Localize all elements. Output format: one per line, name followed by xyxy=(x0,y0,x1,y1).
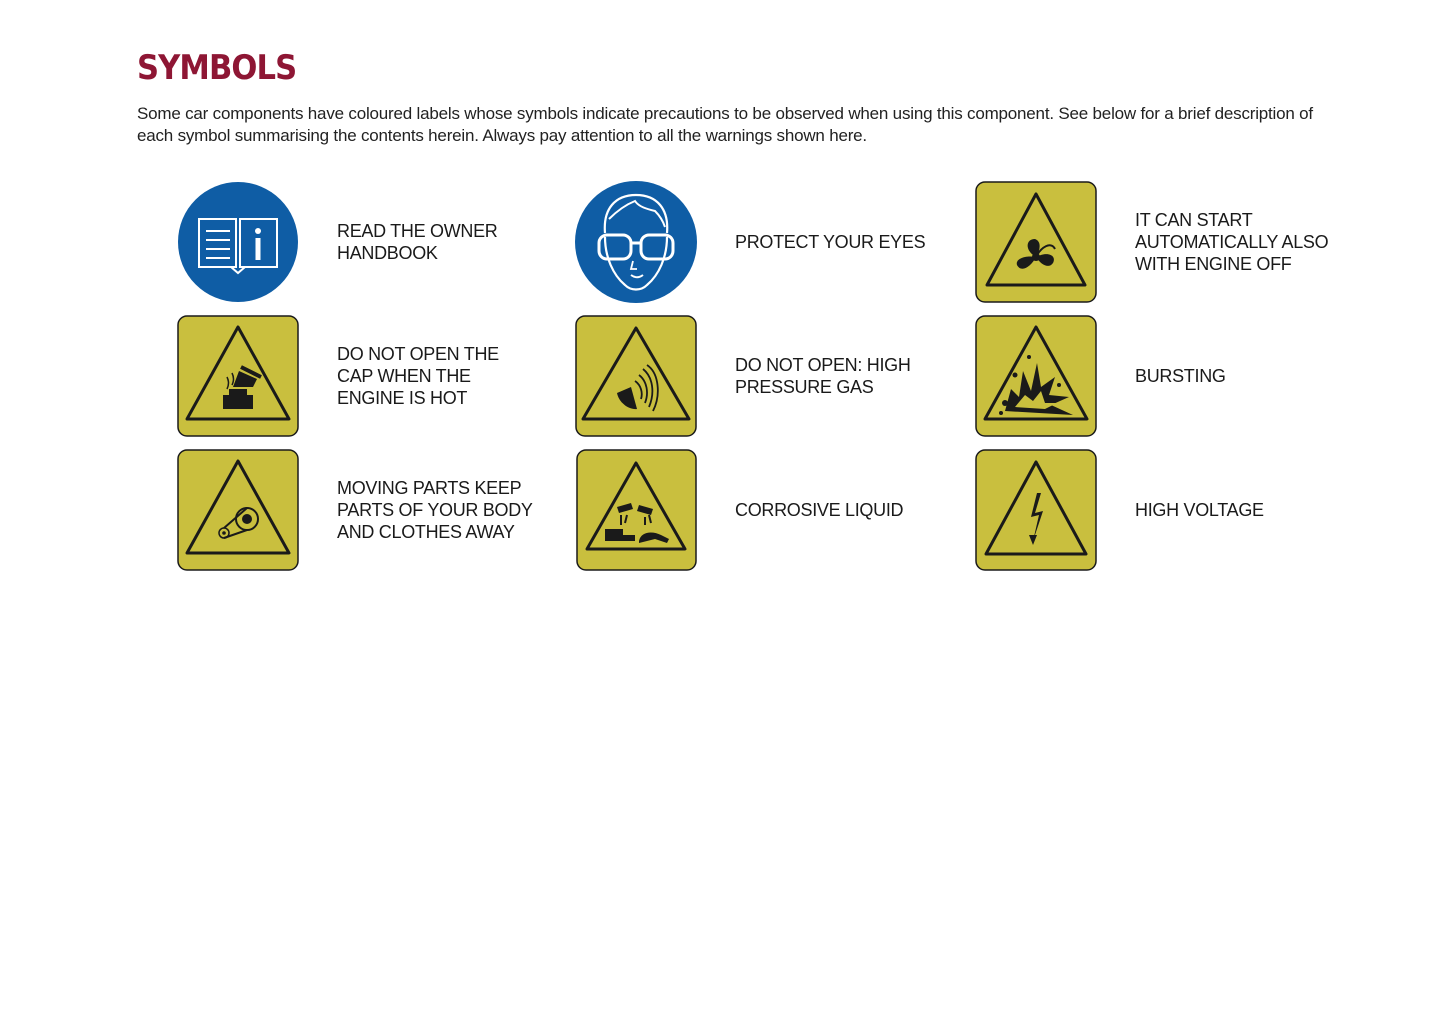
protect-eyes-icon xyxy=(575,181,697,303)
symbol-high-voltage xyxy=(975,449,1375,571)
symbol-corrosive-liquid xyxy=(575,449,975,571)
symbol-label: CORROSIVE LIQUID xyxy=(735,500,904,520)
high-voltage-icon xyxy=(975,449,1097,571)
page-title: SYMBOLS xyxy=(137,48,297,88)
symbol-high-pressure-gas xyxy=(575,315,975,437)
bursting-icon xyxy=(975,315,1097,437)
symbol-label: HIGH VOLTAGE xyxy=(1135,500,1264,520)
symbol-label: PROTECT YOUR EYES xyxy=(735,232,926,252)
intro-paragraph: Some car components have coloured labels whose symbols indicate precautions to be observed when using this component. See below for a brief description of each symbol summarising the contents herein. Always pay attention to all the warnings shown here. xyxy=(137,104,1313,145)
high-pressure-gas-icon xyxy=(575,315,697,437)
read-handbook-icon xyxy=(177,181,299,303)
symbol-label: READ THE OWNER HANDBOOK xyxy=(337,221,498,263)
corrosive-liquid-icon xyxy=(575,449,697,571)
symbol-label: DO NOT OPEN THE CAP WHEN THE ENGINE IS HOT xyxy=(337,344,499,408)
symbol-protect-eyes xyxy=(575,181,975,303)
symbol-automatic-fan xyxy=(975,181,1375,303)
symbol-moving-parts xyxy=(177,449,577,571)
symbol-label: BURSTING xyxy=(1135,366,1226,386)
symbol-read-handbook xyxy=(177,181,577,303)
hot-cap-icon xyxy=(177,315,299,437)
symbol-label: DO NOT OPEN: HIGH PRESSURE GAS xyxy=(735,355,911,397)
symbol-hot-cap xyxy=(177,315,577,437)
symbol-label: MOVING PARTS KEEP PARTS OF YOUR BODY AND CLOTHES AWAY xyxy=(337,478,533,542)
symbol-label: IT CAN START AUTOMATICALLY ALSO WITH ENGINE OFF xyxy=(1135,210,1329,274)
automatic-fan-icon xyxy=(975,181,1097,303)
moving-parts-icon xyxy=(177,449,299,571)
symbol-bursting xyxy=(975,315,1375,437)
